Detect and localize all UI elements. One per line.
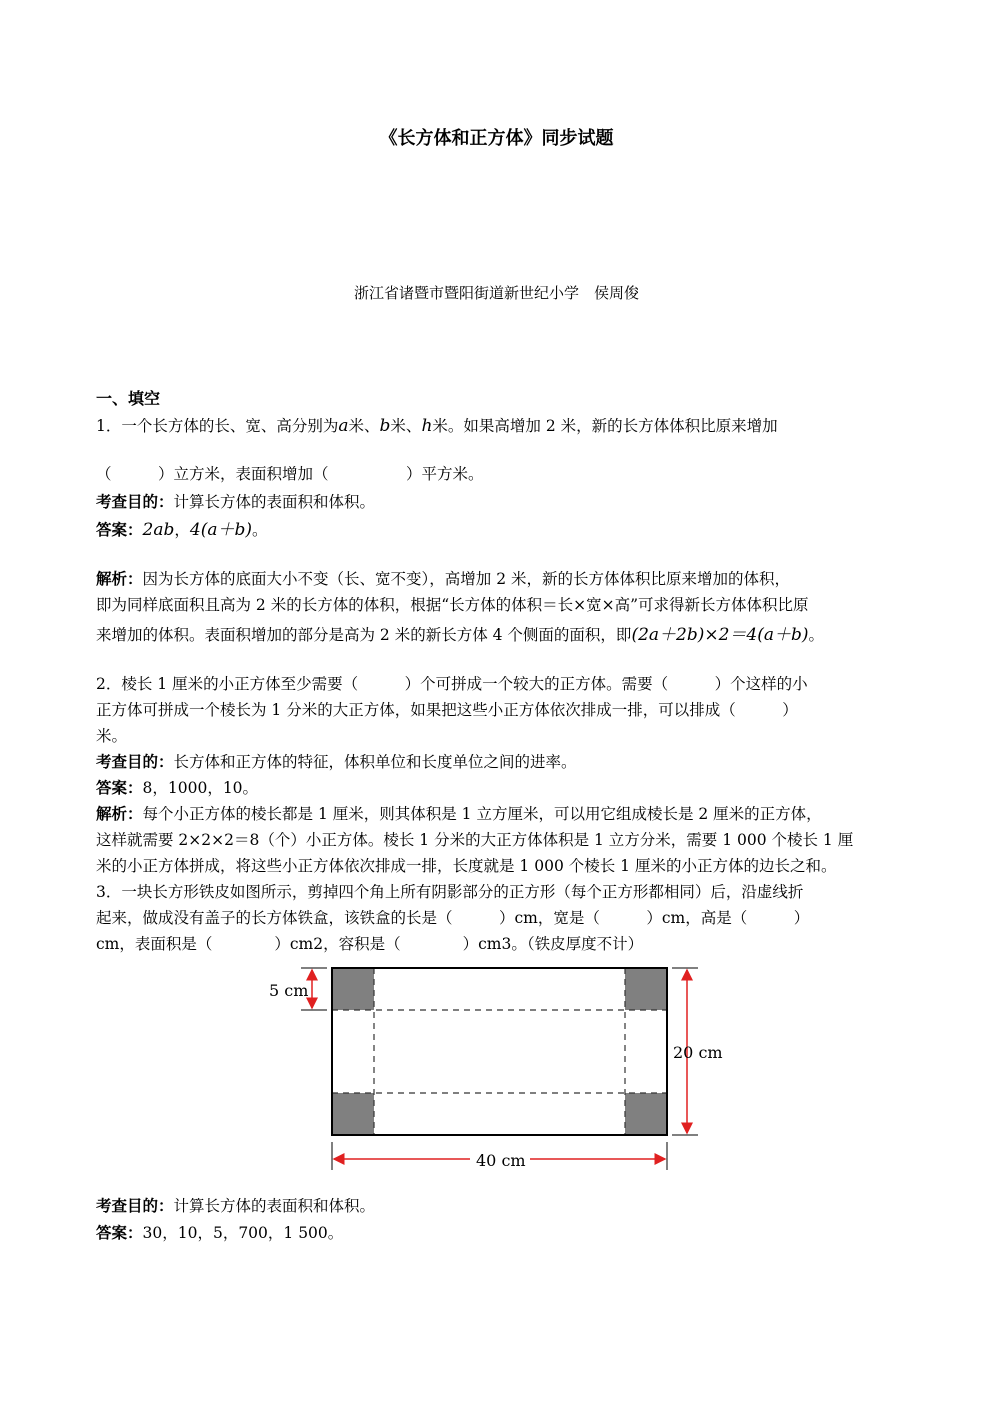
height-label: 20 cm <box>673 1043 723 1062</box>
q2-line-3: 米。 <box>96 727 128 745</box>
corner-square-bottom-left <box>332 1093 374 1135</box>
section-heading: 一、填空 <box>96 389 161 408</box>
q2-analysis-2: 这样就需要 2×2×2＝8（个）小正方体。棱长 1 分米的大正方体体积是 1 立方分米，需要 1 000 个棱长 1 厘 <box>96 831 854 849</box>
q2-analysis-3: 米的小正方体拼成，将这些小正方体依次排成一排，长度就是 1 000 个棱长 1 厘米的小正方体的边长之和。 <box>96 857 837 875</box>
corner-square-bottom-right <box>625 1093 667 1135</box>
author-line: 浙江省诸暨市暨阳街道新世纪小学 侯周俊 <box>353 284 639 302</box>
q3-line-1: 3．一块长方形铁皮如图所示，剪掉四个角上所有阴影部分的正方形（每个正方形都相同）后，沿虚线折 <box>96 883 804 901</box>
sheet-diagram <box>255 958 735 1178</box>
corner-label: 5 cm <box>269 981 309 1000</box>
q1-line-1: 1．一个长方体的长、宽、高分别为a米、b米、h米。如果高增加 2 米，新的长方体体积比原来增加 <box>96 416 778 436</box>
q2-answer: 答案：8，1000，10。 <box>96 778 259 797</box>
corner-square-top-left <box>332 968 374 1010</box>
page-title: 《长方体和正方体》同步试题 <box>379 128 614 149</box>
q1-analysis-1: 解析：因为长方体的底面大小不变（长、宽不变），高增加 2 米，新的长方体体积比原来增加的体积， <box>96 569 790 588</box>
q1-line-2: （ ）立方米，表面积增加（ ）平方米。 <box>96 465 484 483</box>
q1-analysis-2: 即为同样底面积且高为 2 米的长方体的体积，根据“长方体的体积＝长×宽×高”可求得新长方体体积比原 <box>96 596 809 614</box>
corner-square-top-right <box>625 968 667 1010</box>
q3-aim: 考查目的：计算长方体的表面积和体积。 <box>96 1196 376 1215</box>
q2-line-2: 正方体可拼成一个棱长为 1 分米的大正方体，如果把这些小正方体依次排成一排，可以排成（ ） <box>96 701 798 719</box>
q2-aim: 考查目的：长方体和正方体的特征，体积单位和长度单位之间的进率。 <box>96 752 577 771</box>
fold-lines <box>332 968 667 1135</box>
q3-answer: 答案：30，10，5，700，1 500。 <box>96 1223 344 1242</box>
q3-line-2: 起来，做成没有盖子的长方体铁盒，该铁盒的长是（ ）cm，宽是（ ）cm，高是（ ） <box>96 909 810 927</box>
q2-analysis-1: 解析：每个小正方体的棱长都是 1 厘米，则其体积是 1 立方厘米，可以用它组成棱长是 2 厘米的正方体， <box>96 804 822 823</box>
sheet-outline <box>332 968 667 1135</box>
width-label: 40 cm <box>476 1151 526 1170</box>
q2-line-1: 2．棱长 1 厘米的小正方体至少需要（ ）个可拼成一个较大的正方体。需要（ ）个这样的小 <box>96 675 808 693</box>
q1-answer: 答案：2ab，4(a＋b)。 <box>96 520 268 540</box>
q3-line-3: cm，表面积是（ ）cm2，容积是（ ）cm3。（铁皮厚度不计） <box>96 935 644 953</box>
q1-aim: 考查目的：计算长方体的表面积和体积。 <box>96 492 376 511</box>
q1-analysis-3: 来增加的体积。表面积增加的部分是高为 2 米的新长方体 4 个侧面的面积，即(2a＋2b)×2＝4(a＋b)。 <box>96 625 825 645</box>
